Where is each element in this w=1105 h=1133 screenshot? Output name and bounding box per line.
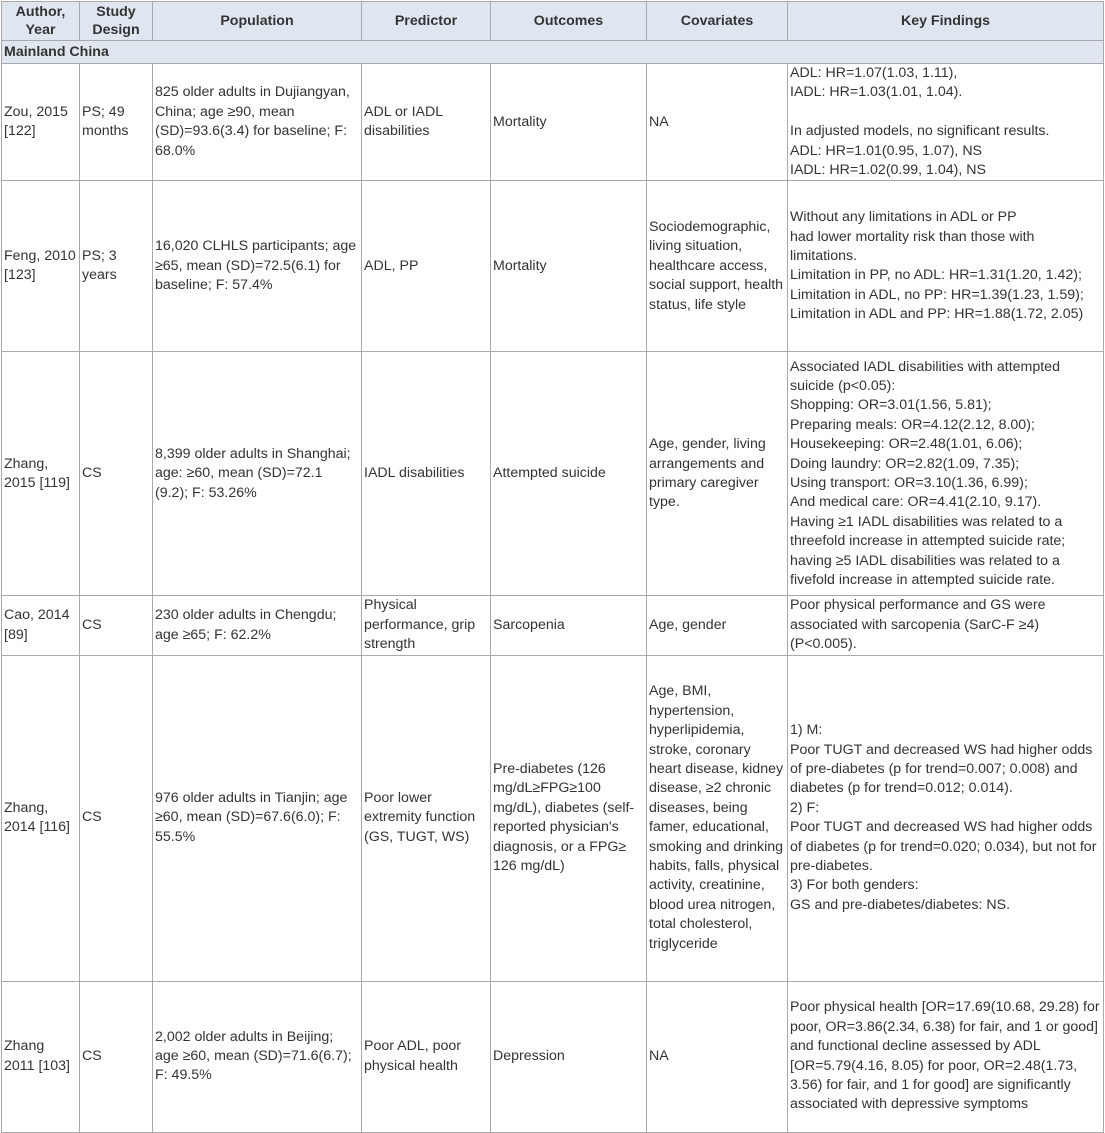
header-row xyxy=(2,2,1104,41)
cell-outcomes: Pre-diabetes (126 mg/dL≥FPG≥100 mg/dL), diabetes (self-reported physician's diagnosis, or a FPG≥ 126 mg/dL) xyxy=(491,655,647,981)
cell-key-findings: Poor physical health [OR=17.69(10.68, 29.28) for poor, OR=3.86(2.34, 6.38) for fair, and 1 or good] and functional decline assessed by ADL [OR=5.79(4.16, 8.05) for poor, OR=2.48(1.73, 3.56) for fair, and 1 for good] are significantly associated with depressive symptoms xyxy=(788,981,1104,1132)
cell-covariates: Age, gender xyxy=(647,596,788,655)
cell-author-year: Zhang 2011 [103] xyxy=(2,981,80,1132)
cell-study-design: CS xyxy=(80,981,153,1132)
cell-predictor: Poor lower extremity function (GS, TUGT, WS) xyxy=(362,655,491,981)
section-label: Mainland China xyxy=(2,41,1104,64)
cell-covariates: NA xyxy=(647,981,788,1132)
cell-population: 230 older adults in Chengdu; age ≥65; F: 62.2% xyxy=(153,596,362,655)
cell-predictor: Physical performance, grip strength xyxy=(362,596,491,655)
cell-predictor: ADL or IADL disabilities xyxy=(362,64,491,181)
column-header-population: Population xyxy=(153,2,362,41)
cell-covariates: Age, gender, living arrangements and primary caregiver type. xyxy=(647,352,788,596)
cell-author-year: Zou, 2015 [122] xyxy=(2,64,80,181)
column-header-study-design: Study Design xyxy=(80,2,153,41)
cell-key-findings: 1) M: Poor TUGT and decreased WS had higher odds of pre-diabetes (p for trend=0.007; 0.008) and diabetes (p for trend=0.012; 0.014). 2) F: Poor TUGT and decreased WS had higher odds of diabetes (p for trend=0.020; 0.034), but not for pre-diabetes. 3) For both genders: GS and pre-diabetes/diabetes: NS. xyxy=(788,655,1104,981)
cell-population: 2,002 older adults in Beijing; age ≥60, mean (SD)=71.6(6.7); F: 49.5% xyxy=(153,981,362,1132)
cell-outcomes: Attempted suicide xyxy=(491,352,647,596)
cell-author-year: Feng, 2010 [123] xyxy=(2,181,80,352)
cell-key-findings: Associated IADL disabilities with attempted suicide (p<0.05): Shopping: OR=3.01(1.56, 5.81); Preparing meals: OR=4.12(2.12, 8.00); Housekeeping: OR=2.48(1.01, 6.06); Doing laundry: OR=2.82(1.09, 7.35); Using transport: OR=3.10(1.36, 6.99); And medical care: OR=4.41(2.10, 9.17). Having ≥1 IADL disabilities was related to a threefold increase in attempted suicide rate; having ≥5 IADL disabilities was related to a fivefold increase in attempted suicide rate. xyxy=(788,352,1104,596)
cell-study-design: PS; 49 months xyxy=(80,64,153,181)
cell-key-findings: ADL: HR=1.07(1.03, 1.11), IADL: HR=1.03(1.01, 1.04). In adjusted models, no significant results. ADL: HR=1.01(0.95, 1.07), NS IADL: HR=1.02(0.99, 1.04), NS xyxy=(788,64,1104,181)
cell-outcomes: Mortality xyxy=(491,181,647,352)
cell-covariates: Sociodemographic, living situation, healthcare access, social support, health status, life style xyxy=(647,181,788,352)
table-row xyxy=(2,352,1104,596)
column-header-covariates: Covariates xyxy=(647,2,788,41)
cell-population: 16,020 CLHLS participants; age ≥65, mean (SD)=72.5(6.1) for baseline; F: 57.4% xyxy=(153,181,362,352)
cell-predictor: ADL, PP xyxy=(362,181,491,352)
column-header-author-year: Author, Year xyxy=(2,2,80,41)
cell-key-findings: Poor physical performance and GS were associated with sarcopenia (SarC-F ≥4) (P<0.005). xyxy=(788,596,1104,655)
cell-author-year: Zhang, 2015 [119] xyxy=(2,352,80,596)
cell-outcomes: Mortality xyxy=(491,64,647,181)
table-row xyxy=(2,64,1104,181)
table-row xyxy=(2,981,1104,1132)
cell-study-design: CS xyxy=(80,596,153,655)
cell-outcomes: Sarcopenia xyxy=(491,596,647,655)
cell-covariates: NA xyxy=(647,64,788,181)
cell-population: 8,399 older adults in Shanghai; age: ≥60, mean (SD)=72.1 (9.2); F: 53.26% xyxy=(153,352,362,596)
cell-predictor: IADL disabilities xyxy=(362,352,491,596)
column-header-outcomes: Outcomes xyxy=(491,2,647,41)
cell-covariates: Age, BMI, hypertension, hyperlipidemia, stroke, coronary heart disease, kidney disease, ≥2 chronic diseases, being famer, educational, smoking and drinking habits, falls, physical activity, creatinine, blood urea nitrogen, total cholesterol, triglyceride xyxy=(647,655,788,981)
table-row xyxy=(2,181,1104,352)
cell-author-year: Zhang, 2014 [116] xyxy=(2,655,80,981)
column-header-key-findings: Key Findings xyxy=(788,2,1104,41)
cell-population: 825 older adults in Dujiangyan, China; age ≥90, mean (SD)=93.6(3.4) for baseline; F: 68.0% xyxy=(153,64,362,181)
cell-population: 976 older adults in Tianjin; age ≥60, mean (SD)=67.6(6.0); F: 55.5% xyxy=(153,655,362,981)
findings-table xyxy=(1,1,1104,1133)
cell-key-findings: Without any limitations in ADL or PP had lower mortality risk than those with limitations. Limitation in PP, no ADL: HR=1.31(1.20, 1.42); Limitation in ADL, no PP: HR=1.39(1.23, 1.59); Limitation in ADL and PP: HR=1.88(1.72, 2.05) xyxy=(788,181,1104,352)
cell-predictor: Poor ADL, poor physical health xyxy=(362,981,491,1132)
cell-study-design: CS xyxy=(80,655,153,981)
section-row xyxy=(2,41,1104,64)
cell-outcomes: Depression xyxy=(491,981,647,1132)
table-row xyxy=(2,596,1104,655)
cell-study-design: PS; 3 years xyxy=(80,181,153,352)
cell-study-design: CS xyxy=(80,352,153,596)
column-header-predictor: Predictor xyxy=(362,2,491,41)
table-row xyxy=(2,655,1104,981)
cell-author-year: Cao, 2014 [89] xyxy=(2,596,80,655)
